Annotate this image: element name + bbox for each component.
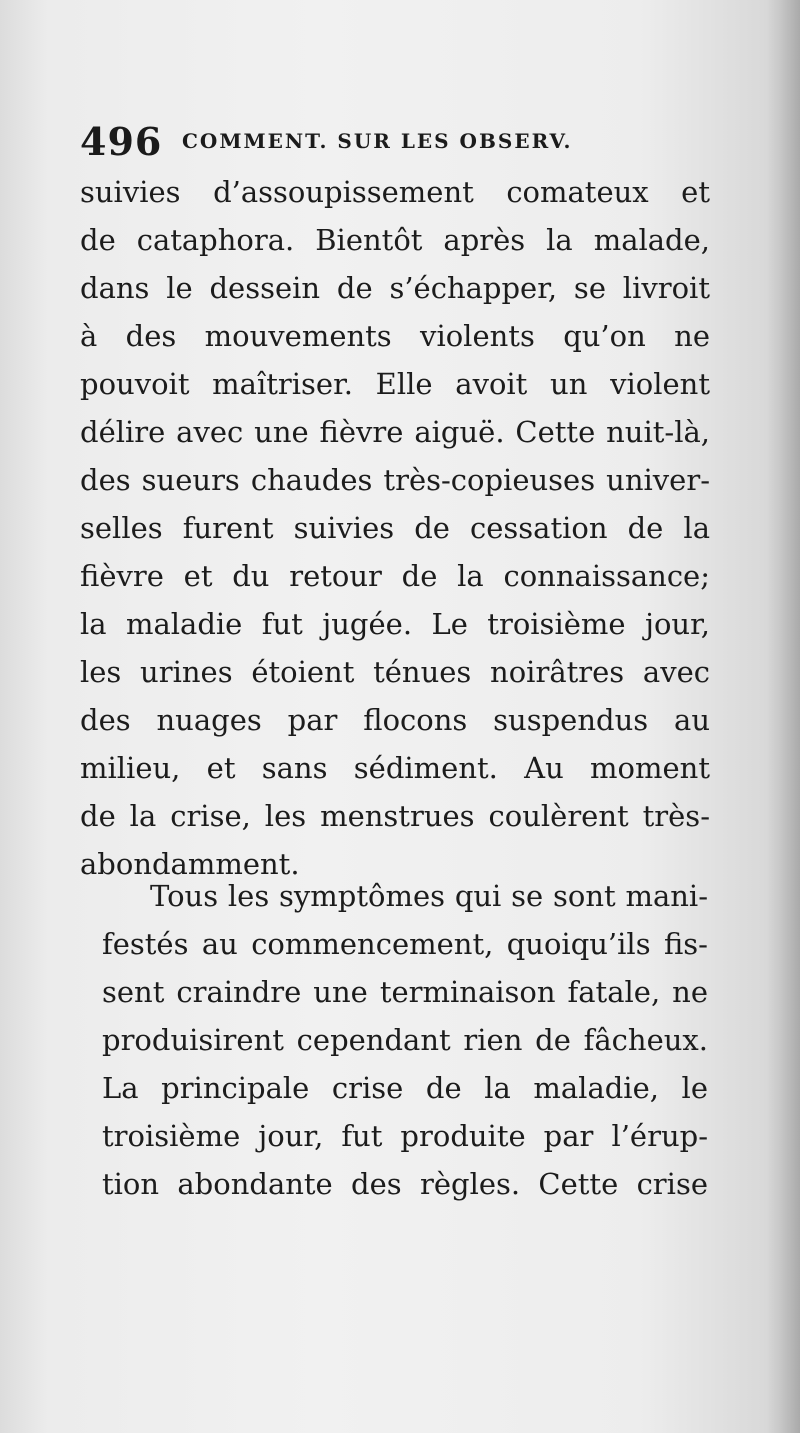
text-line: Tous les symptômes qui se sont mani- xyxy=(150,879,708,913)
page-header xyxy=(80,120,700,164)
paragraph-2 xyxy=(102,872,708,1208)
text-line: des sueurs chaudes très-copieuses univer- xyxy=(80,463,710,497)
text-line: La principale crise de la maladie, le xyxy=(102,1071,708,1105)
text-line: abondamment. xyxy=(80,847,300,881)
text-line: milieu, et sans sédiment. Au moment xyxy=(80,751,710,785)
page-gutter-shadow xyxy=(766,0,800,1433)
text-line: festés au commencement, quoiqu’ils fis- xyxy=(102,927,708,961)
text-line: à des mouvements violents qu’on ne xyxy=(80,319,710,353)
text-line: fièvre et du retour de la connaissance; xyxy=(80,559,710,593)
text-line: suivies d’assoupissement comateux et xyxy=(80,175,710,209)
text-line: de la crise, les menstrues coulèrent très- xyxy=(80,799,710,833)
page-number: 496 xyxy=(80,119,163,164)
paragraph-1 xyxy=(80,168,710,888)
text-line: sent craindre une terminaison fatale, ne xyxy=(102,975,708,1009)
text-line: la maladie fut jugée. Le troisième jour, xyxy=(80,607,710,641)
text-line: tion abondante des règles. Cette crise xyxy=(102,1167,708,1201)
running-head: COMMENT. SUR LES OBSERV. xyxy=(182,129,573,153)
text-line: produisirent cependant rien de fâcheux. xyxy=(102,1023,708,1057)
text-line: de cataphora. Bientôt après la malade, xyxy=(80,223,710,257)
text-line: les urines étoient ténues noirâtres avec xyxy=(80,655,710,689)
text-line: délire avec une fièvre aiguë. Cette nuit-là, xyxy=(80,415,710,449)
text-line: troisième jour, fut produite par l’érup- xyxy=(102,1119,708,1153)
text-line: selles furent suivies de cessation de la xyxy=(80,511,710,545)
text-line: dans le dessein de s’échapper, se livroit xyxy=(80,271,710,305)
text-line: pouvoit maîtriser. Elle avoit un violent xyxy=(80,367,710,401)
text-line: des nuages par flocons suspendus au xyxy=(80,703,710,737)
